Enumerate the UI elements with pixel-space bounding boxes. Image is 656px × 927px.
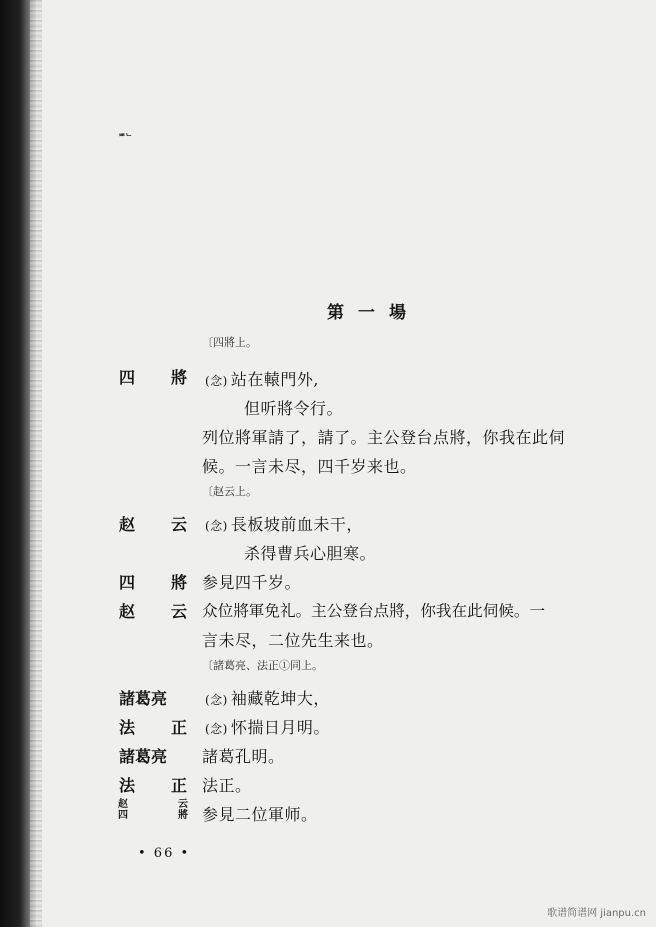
speaker-char: 云 <box>170 602 187 621</box>
speaker-char: 赵 <box>119 602 136 621</box>
stacked-speaker-2 <box>118 810 188 821</box>
line-11 <box>205 715 330 738</box>
line-13: 法正。 <box>202 776 252 795</box>
stage-direction-1: 〔四將上。 <box>202 336 257 349</box>
speaker-char: 四 <box>118 810 128 821</box>
speaker-8 <box>119 773 187 796</box>
line-5 <box>205 512 363 535</box>
speaker-char: 云 <box>178 799 188 810</box>
line-8: 众位將軍免礼。主公登台点將，你我在此伺候。一 <box>202 602 546 620</box>
recite-marker: (念) <box>205 519 228 533</box>
speaker-char: 四 <box>119 573 136 592</box>
line-10 <box>205 686 330 709</box>
stage-direction-2: 〔赵云上。 <box>202 485 257 498</box>
stage-direction-3: 〔諸葛亮、法正①同上。 <box>202 659 323 672</box>
line-1-text: 站在轅門外, <box>230 370 319 389</box>
line-3: 列位將軍請了，請了。主公登台点將，你我在此伺 <box>202 428 566 447</box>
recite-marker: (念) <box>205 374 228 388</box>
speaker-char: 將 <box>170 573 187 592</box>
recite-marker: (念) <box>205 722 228 736</box>
speaker-7 <box>119 744 187 767</box>
speaker-5-label: 諸葛亮 <box>119 689 168 708</box>
line-11-text: 怀揣日月明。 <box>230 718 330 737</box>
speaker-char: 將 <box>170 368 187 387</box>
line-5-text: 長板坡前血未干， <box>230 515 363 534</box>
speaker-char: 赵 <box>119 515 136 534</box>
site-watermark: 歌谱简谱网 jianpu.cn <box>547 908 646 919</box>
stacked-speakers <box>118 799 188 821</box>
scene-title: 第一場 <box>327 303 420 323</box>
line-4: 候。一言未尽，四千岁来也。 <box>202 457 417 476</box>
line-9: 言未尽，二位先生来也。 <box>202 631 384 650</box>
line-10-text: 袖藏乾坤大， <box>230 689 330 708</box>
line-1 <box>205 367 319 390</box>
speaker-char: 法 <box>119 776 136 795</box>
speaker-4 <box>119 599 187 622</box>
header-mark: ᄈᄂ <box>118 132 132 142</box>
speaker-char: 將 <box>178 810 188 821</box>
speaker-char: 正 <box>170 776 187 795</box>
speaker-char: 法 <box>119 718 136 737</box>
speaker-char: 四 <box>119 368 136 387</box>
speaker-5 <box>119 686 187 709</box>
speaker-7-label: 諸葛亮 <box>119 747 168 766</box>
line-2: 但听將令行。 <box>244 399 344 418</box>
speaker-char: 云 <box>170 515 187 534</box>
line-7: 参見四千岁。 <box>202 573 302 592</box>
binding-shadow <box>30 0 42 927</box>
page-number: • 66 • <box>138 846 191 861</box>
line-14: 参見二位軍师。 <box>202 805 318 824</box>
speaker-char: 正 <box>170 718 187 737</box>
recite-marker: (念) <box>205 693 228 707</box>
stacked-speaker-1 <box>118 799 188 810</box>
line-12: 諸葛孔明。 <box>202 747 285 766</box>
speaker-6 <box>119 715 187 738</box>
speaker-char: 赵 <box>118 799 128 810</box>
line-6: 杀得曹兵心胆寒。 <box>244 544 377 563</box>
speaker-2 <box>119 512 187 535</box>
speaker-1 <box>119 365 187 388</box>
speaker-3 <box>119 570 187 593</box>
